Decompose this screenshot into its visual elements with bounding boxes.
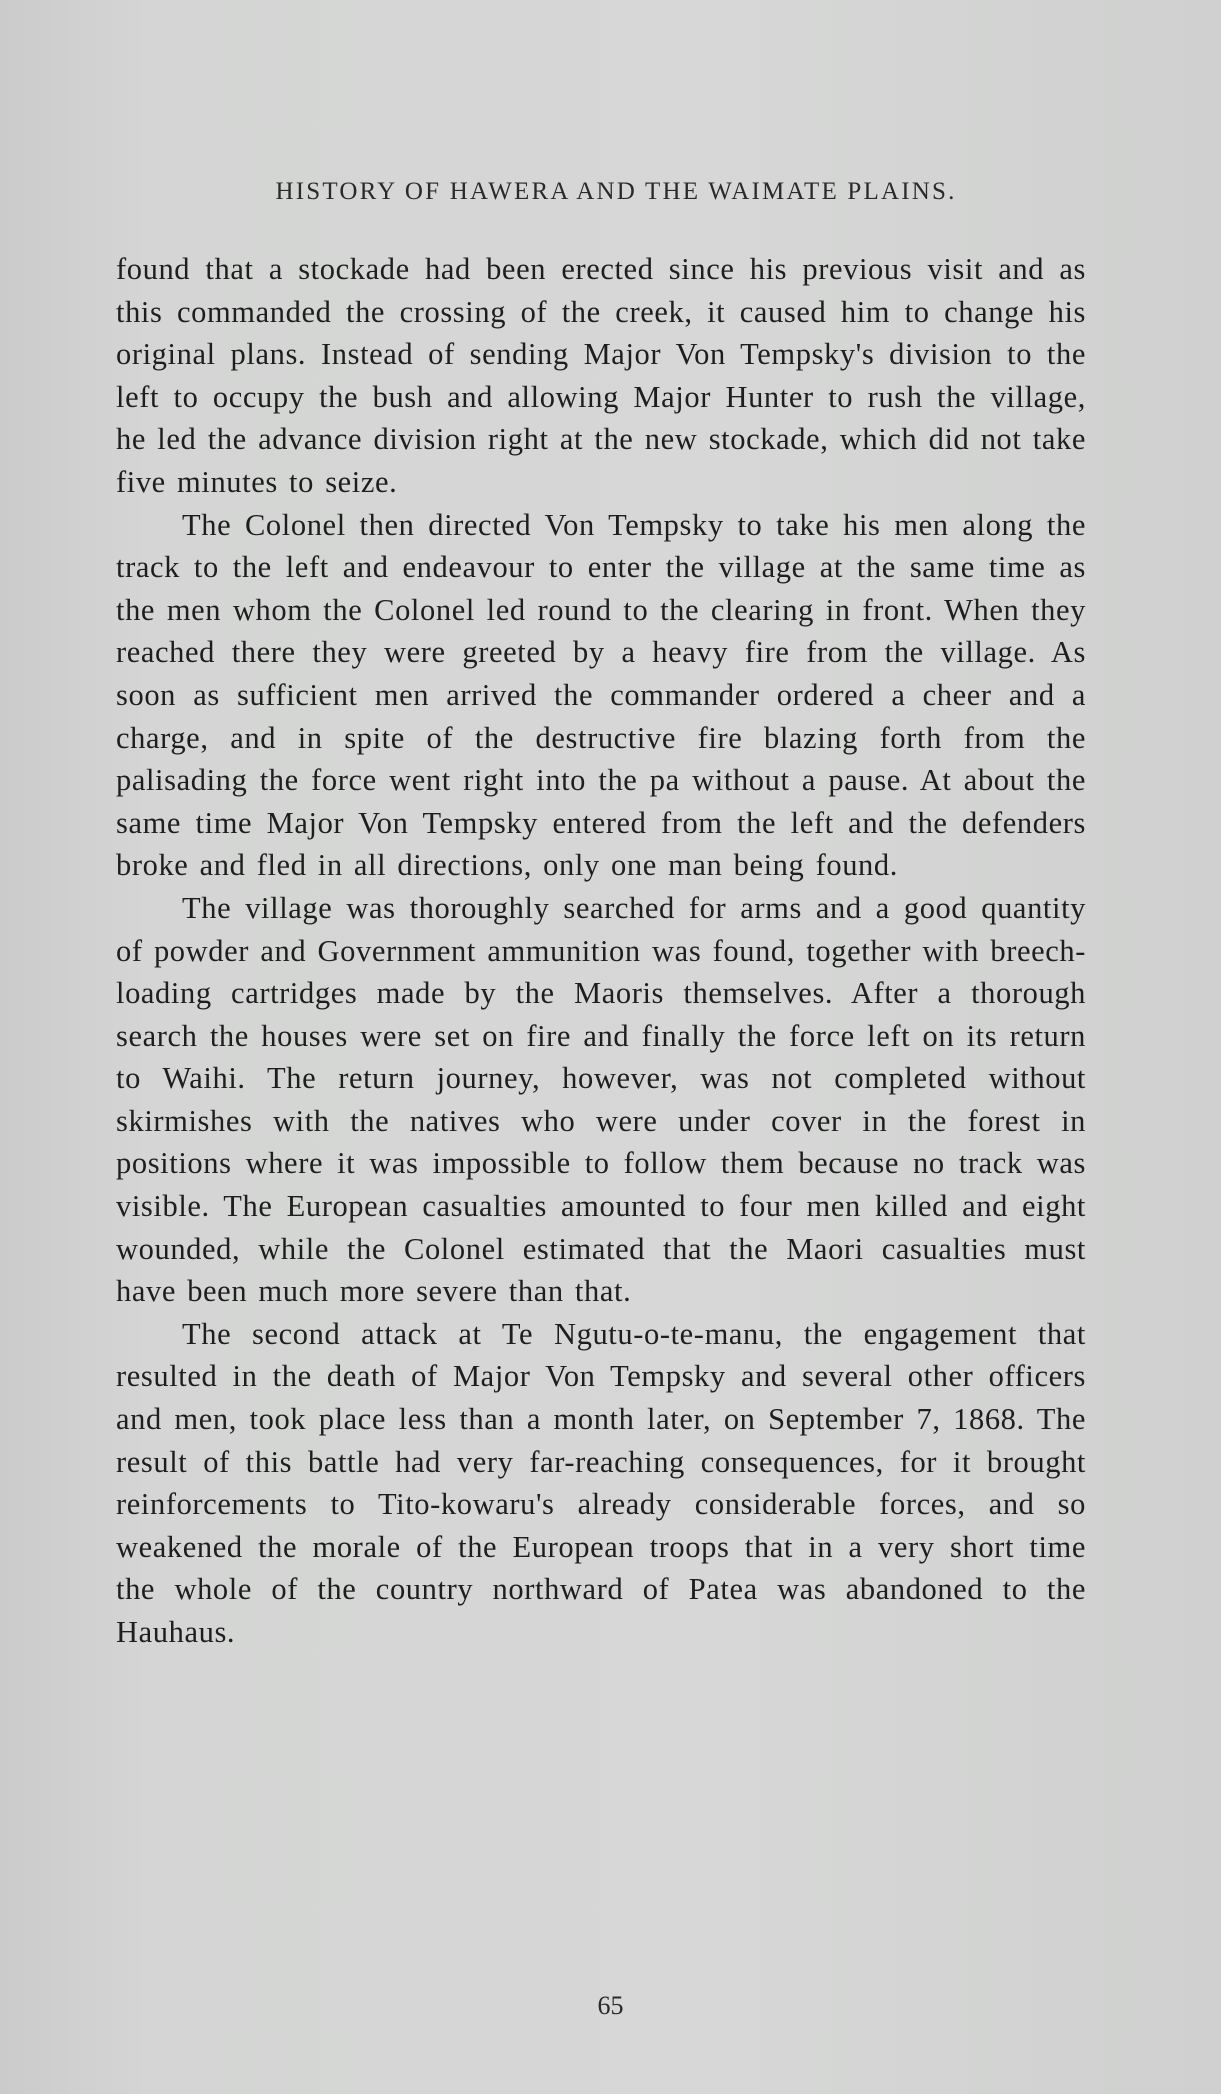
running-head: HISTORY OF HAWERA AND THE WAIMATE PLAINS. — [275, 178, 957, 205]
paragraph-3: The village was thoroughly searched for arms and a good quantity of powder and Government ammunition was found, together with breech-loading cartridges made by the Maoris themselves. After a thorough search the houses were set on fire and finally the force left on its return to Waihi. The return journey, however, was not completed without skirmishes with the natives who were under cover in the forest in positions where it was impossible to follow them because no track was visible. The European casualties amounted to four men killed and eight wounded, while the Colonel estimated that the Maori casualties must have been much more severe than that. — [116, 890, 1086, 1309]
paragraph-4: The second attack at Te Ngutu-o-te-manu, the engagement that resulted in the death of Major Von Tempsky and several other officers and men, took place less than a month later, on September 7, 1868. The result of this battle had very far-reaching consequences, for it brought reinforcements to Tito-kowaru's already considerable forces, and so weakened the morale of the European troops that in a very short time the whole of the country northward of Patea was abandoned to the Hauhaus. — [116, 1316, 1086, 1649]
paragraph-2: The Colonel then directed Von Tempsky to take his men along the track to the left and endeavour to enter the village at the same time as the men whom the Colonel led round to the clearing in front. When they reached there they were greeted by a heavy fire from the village. As soon as sufficient men arrived the commander ordered a cheer and a charge, and in spite of the destructive fire blazing forth from the palisading the force went right into the pa without a pause. At about the same time Major Von Tempsky entered from the left and the defenders broke and fled in all directions, only one man being found. — [116, 507, 1086, 883]
body-text — [116, 248, 1086, 1654]
paragraph-1: found that a stockade had been erected since his previous visit and as this commanded the crossing of the creek, it caused him to change his original plans. Instead of sending Major Von Tempsky's division to the left to occupy the bush and allowing Major Hunter to rush the village, he led the advance division right at the new stockade, which did not take five minutes to seize. — [116, 252, 1086, 499]
page-number: 65 — [597, 1991, 624, 2020]
